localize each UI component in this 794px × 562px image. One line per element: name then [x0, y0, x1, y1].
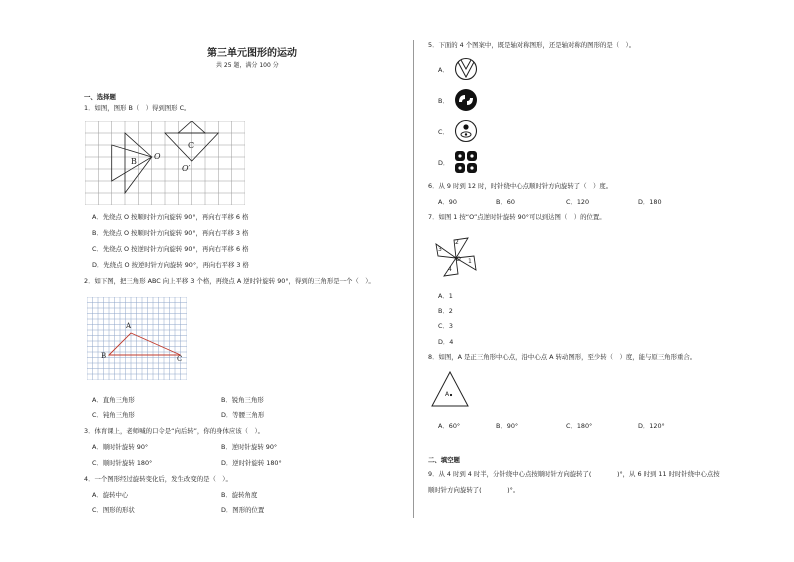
q8-equilateral-triangle [432, 372, 468, 406]
q1-option-a[interactable]: A．先绕点 O 按顺时针方向旋转 90°，再向右平移 6 格 [92, 213, 249, 221]
q7-label-1: 1 [468, 258, 472, 265]
q7-label-4: 4 [448, 266, 452, 273]
q1-option-d[interactable]: D．先绕点 O 按逆时针方向旋转 90°，再向右平移 3 格 [92, 261, 249, 269]
question-4-stem: 4．一个图形经过旋转变化后，发生改变的是（ ）。 [84, 475, 232, 483]
q8-option-c[interactable]: C．180° [566, 422, 593, 430]
q1-grid-figure [85, 121, 245, 205]
q4-option-d[interactable]: D．图形的位置 [221, 506, 265, 514]
q6-option-b[interactable]: B．60 [496, 198, 515, 206]
q5-pattern-d-icon [454, 150, 478, 174]
page-title: 第三单元图形的运动 [207, 48, 297, 59]
q6-option-a[interactable]: A．90 [438, 198, 457, 206]
q7-label-3: 3 [438, 246, 442, 253]
q8-label-a: A [445, 391, 450, 398]
q5-pattern-c-icon [454, 119, 478, 143]
q8-option-b[interactable]: B．90° [496, 422, 519, 430]
question-1-stem: 1．如图，图形 B（ ）得到图形 C。 [84, 104, 191, 112]
q1-label-o: O [154, 152, 161, 161]
q6-option-c[interactable]: C．120 [566, 198, 590, 206]
q6-option-d[interactable]: D．180 [638, 198, 662, 206]
q5-option-b[interactable]: B． [438, 97, 449, 105]
question-8-stem: 8．如图，A 是正三角形中心点，沿中心点 A 转动图形，至少转（ ）度，能与原三角形重合。 [428, 353, 697, 361]
question-7-stem: 7．如图 1 按“O”点逆时针旋转 90°可以到达图（ ）的位置。 [428, 213, 606, 221]
q3-option-d[interactable]: D．逆时针旋转 180° [221, 459, 282, 467]
q4-option-b[interactable]: B．旋转角度 [221, 491, 258, 499]
question-9-line-1: 9．从 4 时到 4 时半，分针绕中心点按顺时针方向旋转了( )°，从 6 时到 11 时时针绕中心点按 [428, 470, 720, 478]
q2-label-a: A [126, 322, 132, 330]
q2-grid-lines [87, 297, 187, 380]
q3-option-a[interactable]: A．顺时针旋转 90° [92, 443, 149, 451]
q2-option-b[interactable]: B．锐角三角形 [221, 396, 264, 404]
q1-option-c[interactable]: C．先绕点 O 按逆时针方向旋转 90°，再向右平移 6 格 [92, 245, 249, 253]
q5-pattern-a-icon [454, 57, 478, 81]
q7-option-b[interactable]: B．2 [438, 307, 453, 315]
question-2-stem: 2．如下图，把三角形 ABC 向上平移 3 个格，再绕点 A 逆时针旋转 90°，得到的三角形是一个（ ）。 [84, 277, 375, 285]
question-9-line-2: 顺时针方向旋转了( )°。 [428, 486, 520, 494]
section-heading-choice: 一、选择题 [84, 93, 116, 101]
q7-option-c[interactable]: C．3 [438, 322, 453, 330]
q7-option-a[interactable]: A．1 [438, 292, 453, 300]
q1-option-b[interactable]: B．先绕点 O 按顺时针方向旋转 90°，再向右平移 3 格 [92, 229, 249, 237]
q2-grid-figure [87, 297, 187, 380]
q7-option-d[interactable]: D．4 [438, 338, 454, 346]
question-3-stem: 3．体育课上，老师喊的口令是“向后转”，你的身体应该（ ）。 [84, 427, 265, 435]
q4-option-a[interactable]: A．旋转中心 [92, 491, 129, 499]
q2-option-d[interactable]: D．等腰三角形 [221, 411, 265, 419]
q1-label-b: B [131, 157, 137, 166]
q2-label-c: C [177, 355, 183, 363]
q8-option-d[interactable]: D．120° [638, 422, 665, 430]
q2-option-a[interactable]: A．直角三角形 [92, 396, 135, 404]
q7-label-2: 2 [455, 239, 459, 246]
q2-option-c[interactable]: C．钝角三角形 [92, 411, 135, 419]
q3-option-c[interactable]: C．顺时针旋转 180° [92, 459, 153, 467]
q1-grid-lines [85, 121, 245, 205]
q5-option-c[interactable]: C． [438, 128, 449, 136]
column-divider [413, 40, 414, 518]
q8-center-point [450, 394, 452, 396]
q5-option-a[interactable]: A． [438, 66, 449, 74]
q7-label-o: O [456, 256, 461, 263]
section-heading-fill: 二、填空题 [428, 456, 460, 464]
q8-option-a[interactable]: A．60° [438, 422, 461, 430]
question-6-stem: 6．从 9 时到 12 时，时针绕中心点顺时针方向旋转了（ ）度。 [428, 182, 613, 190]
question-5-stem: 5．下面的 4 个图案中，既是轴对称图形，还是轴对称的图形的是（ ）。 [428, 41, 636, 49]
q4-option-c[interactable]: C．图形的形状 [92, 506, 135, 514]
q2-triangle-abc [109, 333, 181, 355]
q2-label-b: B [101, 352, 107, 360]
q1-label-o-prime: O′ [182, 164, 191, 173]
q5-pattern-b-icon [454, 88, 478, 112]
q5-option-d[interactable]: D． [438, 159, 450, 167]
q3-option-b[interactable]: B．逆时针旋转 90° [221, 443, 278, 451]
q1-label-c: C [188, 141, 195, 150]
q8-triangle-figure [430, 370, 470, 408]
page-subtitle: 共 25 题，满分 100 分 [216, 62, 279, 69]
